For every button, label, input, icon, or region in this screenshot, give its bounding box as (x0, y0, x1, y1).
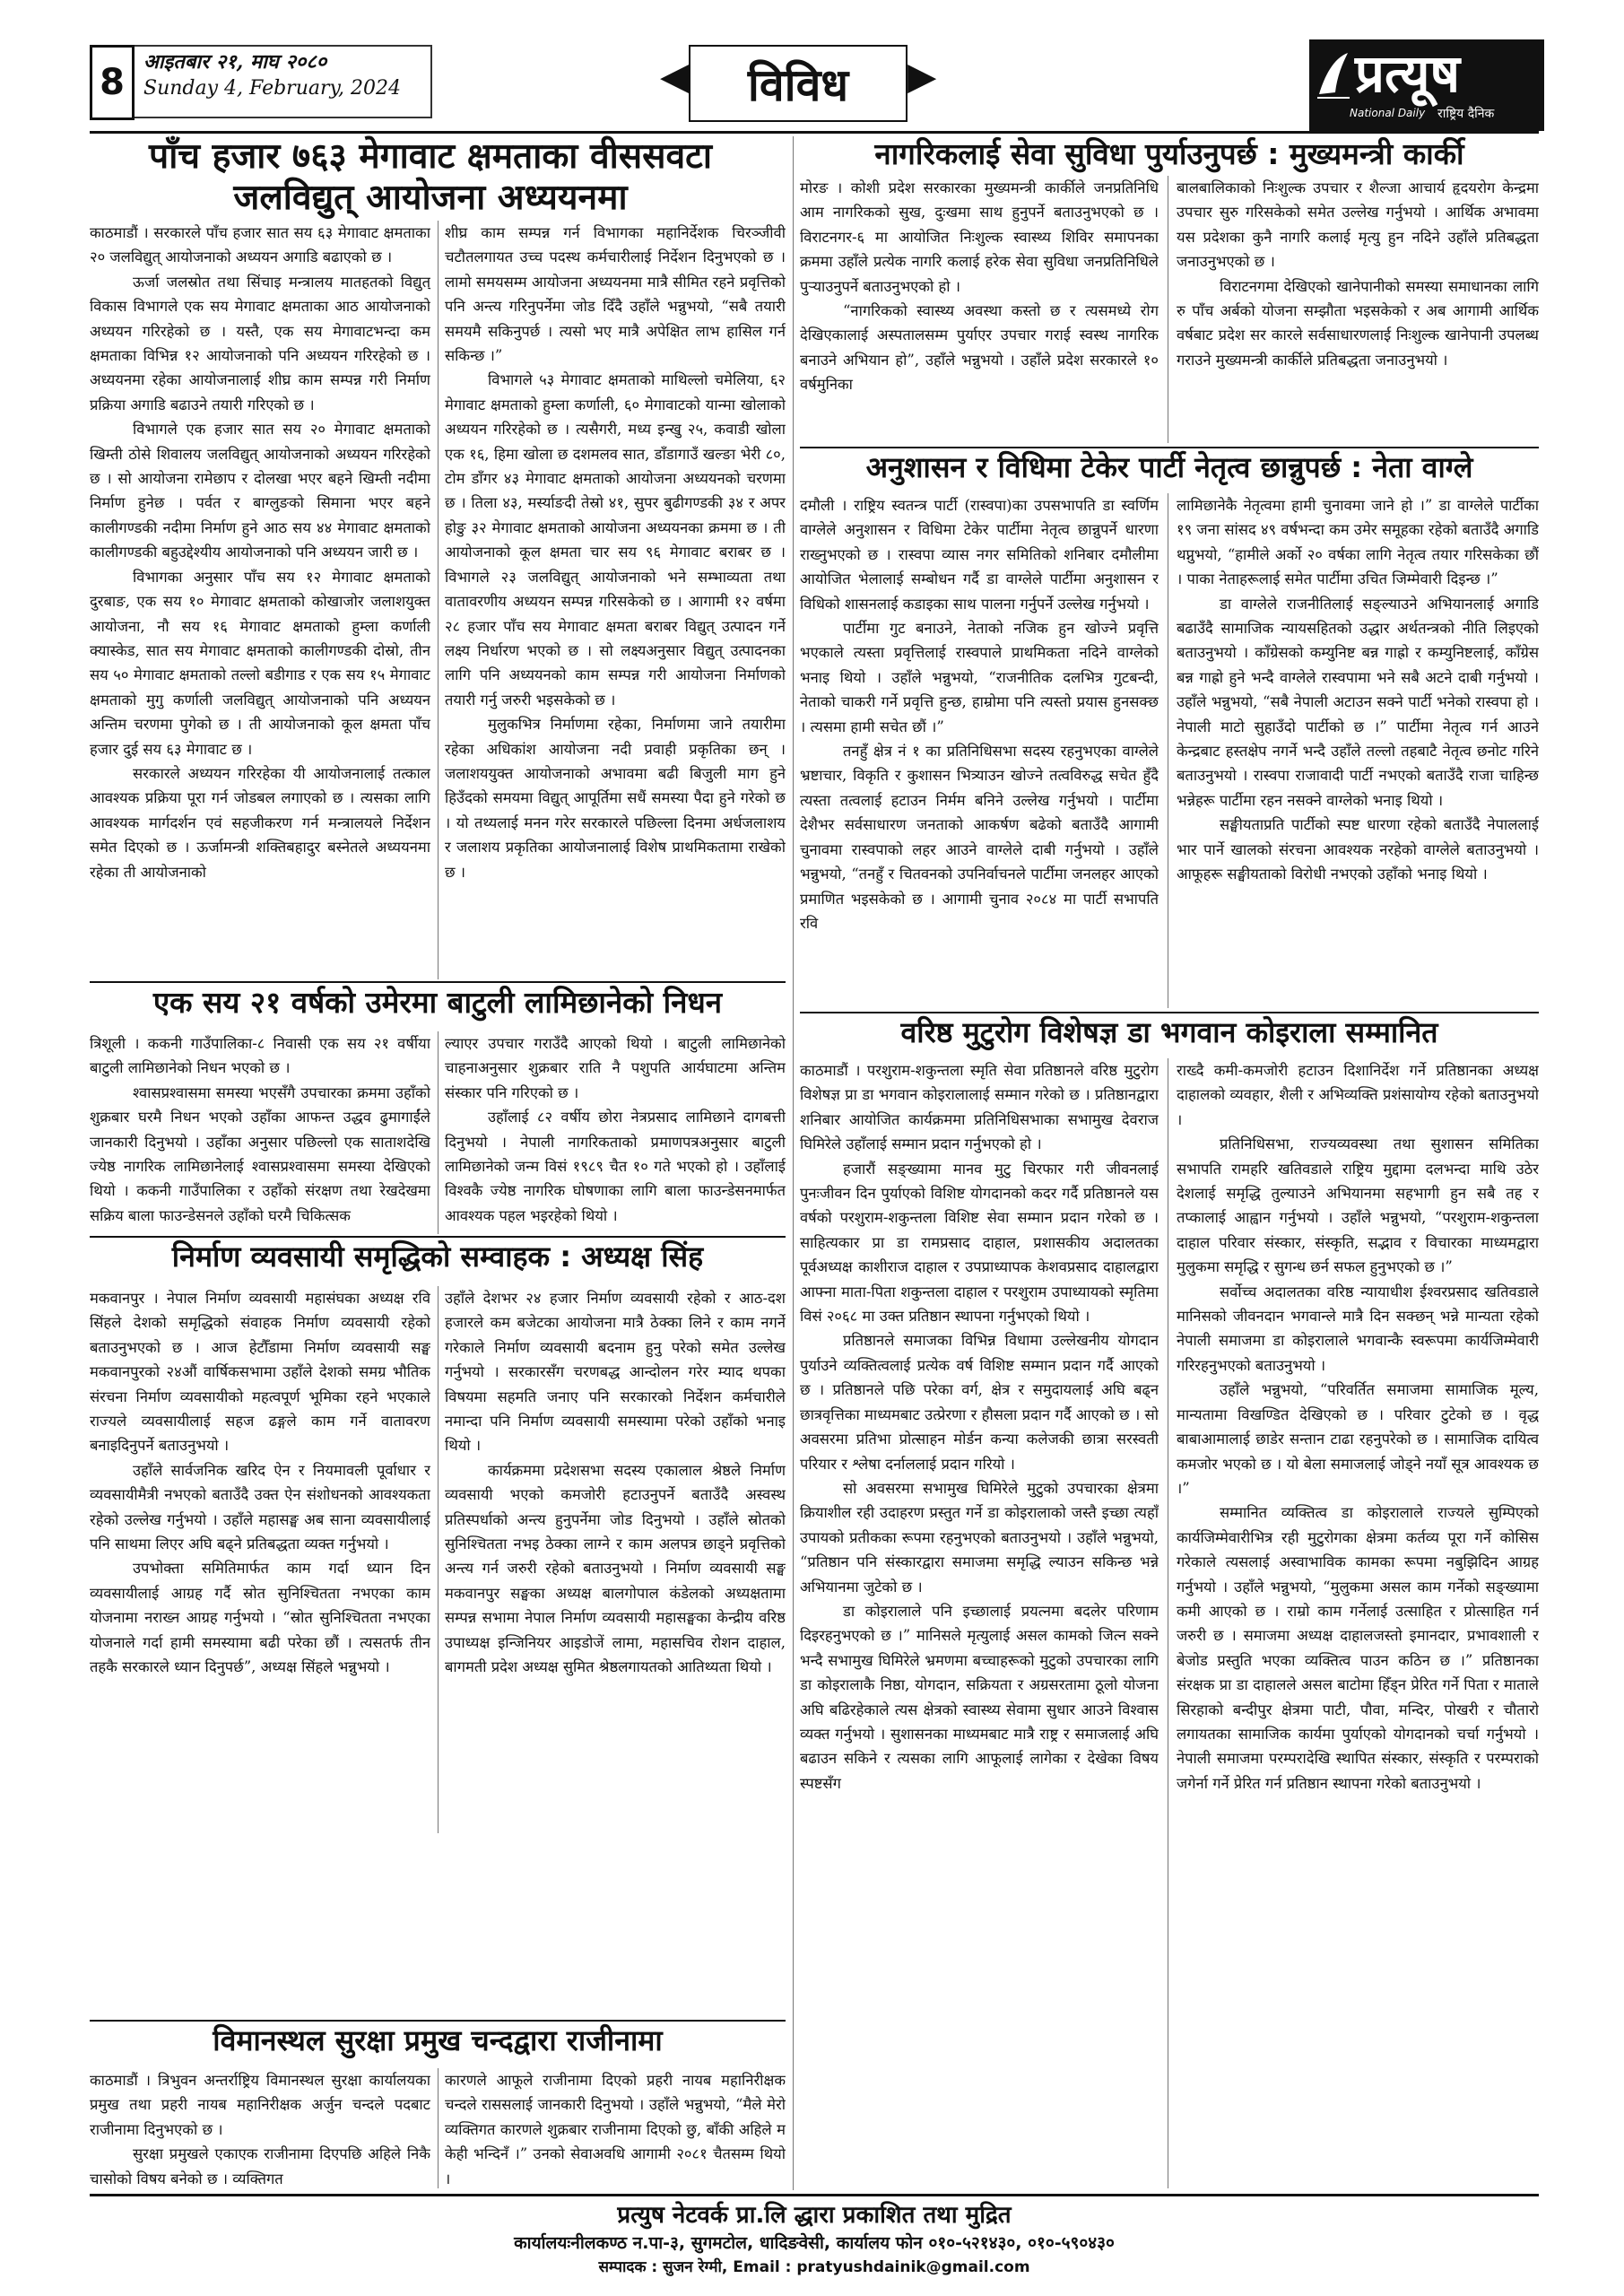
issue-date (143, 48, 430, 102)
paragraph: प्रतिनिधिसभा, राज्यव्यवस्था तथा सुशासन समितिका सभापति रामहरि खतिवडाले राष्ट्रिय मुद्दामा दलभन्दा माथि उठेर देशलाई समृद्धि तुल्याउने अभियानमा सहभागी हुन सबै तह र तप्कालाई आह्वान गर्नुभयो । उहाँले भन्नुभयो, “परशुराम-शकुन्तला दाहाल परिवार संस्कार, संस्कृति, सद्भाव र विचारका माध्यमद्वारा मुलुकमा समृद्धि र सुगन्ध छर्न सफल हुनुभएको छ ।” (1177, 1135, 1539, 1276)
paragraph: “नागरिकको स्वास्थ्य अवस्था कस्तो छ र त्यसमध्ये रोग देखिएकालाई अस्पतालसम्म पुर्याएर उपचार गराई स्वस्थ नागरिक बनाउने अभियान हो”, उहाँले भन्नुभयो । उहाँले प्रदेश सरकारले १० वर्षमुनिका (800, 302, 1159, 394)
bhagwan-col4 (1177, 1058, 1539, 2188)
main-column-rule (793, 136, 794, 2190)
arrow-right-icon: ▶ (908, 54, 937, 98)
paragraph: हजारौं सङ्ख्यामा मानव मुटु चिरफार गरी जीवनलाई पुनःजीवन दिन पुर्याएको विशिष्ट योगदानको कदर गर्दै प्रतिष्ठानले यस वर्षको परशुराम-शकुन्तला विशिष्ट सेवा सम्मान प्रदान गरेको छ । साहित्यकार प्रा डा रामप्रसाद दाहाल, प्रशासकीय अदालतका पूर्वअध्यक्ष काशीराज दाहाल र उपप्राध्यापक केशवप्रसाद दाहालद्वारा आफ्ना माता-पिता शकुन्तला दाहाल र परशुराम उपाध्यायको स्मृतिमा विसं २०६८ मा उक्त प्रतिष्ठान स्थापना गर्नुभएको थियो । (800, 1160, 1159, 1326)
paragraph: ऊर्जा जलस्रोत तथा सिंचाइ मन्त्रालय मातहतको विद्युत् विकास विभागले एक सय मेगावाट क्षमताका आठ आयोजनाको अध्ययन गरिरहेको छ । यस्तै, एक सय मेगावाटभन्दा कम क्षमताका विभिन्न १२ आयोजनाको पनि अध्ययन गरिरहेको छ । अध्ययनमा रहेका आयोजनालाई शीघ्र काम सम्पन्न गरी निर्माण प्रक्रिया अगाडि बढाउने तयारी गरिएको छ । (90, 273, 430, 413)
column-rule (438, 2068, 439, 2188)
arrow-left-icon: ◀ (660, 54, 690, 98)
paragraph: शीघ्र काम सम्पन्न गर्न विभागका महानिर्देशक चिरञ्जीवी चटौतलगायत उच्च पदस्थ कर्मचारीलाई निर्देशन दिनुभएको छ । लामो समयसम्म आयोजना अध्ययनमा मात्रै सीमित रहने प्रवृत्तिको पनि अन्त्य गरिनुपर्नेमा जोड दिँदै उहाँले भन्नुभयो, “सबै तयारी समयमै सकिनुपर्छ । त्यसो भए मात्रै अपेक्षित लाभ हासिल गर्न सकिन्छ ।” (445, 224, 786, 365)
bird-logo-icon (1316, 49, 1351, 100)
lamichhane-col1 (90, 1031, 430, 1234)
paragraph: काठमाडौं । परशुराम-शकुन्तला स्मृति सेवा प्रतिष्ठानले वरिष्ठ मुटुरोग विशेषज्ञ प्रा डा भगवान कोइरालालाई सम्मान गरेको छ । प्रतिष्ठानद्वारा शनिबार आयोजित कार्यक्रममा प्रतिनिधिसभाका सभामुख देवराज घिमिरेले उहाँलाई सम्मान प्रदान गर्नुभएको हो । (800, 1062, 1159, 1153)
paragraph: उहाँलाई ८२ वर्षीय छोरा नेत्रप्रसाद लामिछाने दागबत्ती दिनुभयो । नेपाली नागरिकताको प्रमाणपत्रअनुसार बाटुली लामिछानेको जन्म विसं १९८९ चैत १० गते भएको हो । उहाँलाई विश्वकै ज्येष्ठ नागरिक घोषणाका लागि बाला फाउन्डेसनमार्फत आवश्यक पहल भइरहेको थियो । (445, 1109, 786, 1224)
headline-hydro: पाँच हजार ७६३ मेगावाट क्षमताका वीससवटा जलविद्युत् आयोजना अध्ययनमा (149, 136, 712, 218)
lamichhane-col2 (445, 1031, 786, 1234)
paragraph: डा वाग्लेले राजनीतिलाई सङ्ल्याउने अभियानलाई अगाडि बढाउँदै सामाजिक न्यायसहितको उद्धार अर्थतन्त्रको नीति लिइएको बताउनुभयो । काँग्रेसको कम्युनिष्ट बन्न गाह्रो र कम्युनिष्टलाई, काँग्रेस बन्न गाह्रो हुने भन्दै वाग्लेले रास्वपामा भने सबै अटने दाबी गर्नुभयो । उहाँले भन्नुभयो, “सबै नेपाली अटाउन सक्ने पार्टी भनेको रास्वपा हो । नेपाली माटो सुहाउँदो पार्टीको छ ।” पार्टीमा नेतृत्व गर्न आउने केन्द्रबाट हस्तक्षेप नगर्ने भन्दै उहाँले तल्लो तहबाटै नेतृत्व छनोट गरिने बताउनुभयो । रास्वपा राजावादी पार्टी नभएको बताउँदै राजा चाहिन्छ भन्नेहरू पार्टीमा रहन नसक्ने वाग्लेको भनाइ थियो । (1177, 595, 1539, 809)
wagle-col3 (800, 493, 1159, 1008)
section-title: विविध (689, 45, 908, 122)
paragraph: विभागले ५३ मेगावाट क्षमताको माथिल्लो चमेलिया, ६२ मेगावाट क्षमताको हुम्ला कर्णाली, ६० मेगावाटको यान्मा खोलाको अध्ययन गरिरहेको छ । त्यसैगरी, मध्य इन्खु २५, कवाडी खोला एक १६, हिमा खोला छ दशमलव सात, डाँडागाउँ खल्ङा भेरी ८०, टोम डाँगर ४३ मेगावाट क्षमताको आयोजना अध्ययनको चरणमा छ । तिला ४३, मर्स्याङदी तेस्रो ४१, सुपर बुढीगण्डकी ३४ र अपर होङु ३२ मेगावाट क्षमताको आयोजना अध्ययनका क्रममा छ । ती आयोजनाको कूल क्षमता चार सय ९६ मेगावाट बराबर छ । विभागले २३ जलविद्युत् आयोजनाको भने सम्भाव्यता तथा वातावरणीय अध्ययन सम्पन्न गरिसकेको छ । आगामी १२ वर्षमा २८ हजार पाँच सय मेगावाट क्षमता बराबर विद्युत् उत्पादन गर्ने लक्ष्य निर्धारण भएको छ । सो लक्ष्यअनुसार विद्युत् उत्पादनका लागि पनि अध्ययनको काम सम्पन्न गरी आयोजना निर्माणको तयारी गर्नु जरुरी भइसकेको छ । (445, 371, 786, 709)
headline-cm: नागरिकलाई सेवा सुविधा पुर्याउनुपर्छ : मुख्यमन्त्री कार्की (874, 136, 1464, 171)
paragraph: मकवानपुर । नेपाल निर्माण व्यवसायी महासंघका अध्यक्ष रवि सिंहले देशको समृद्धिको संवाहक निर्माण व्यवसायी रहेको बताउनुभएको छ । आज हेटौँडामा निर्माण व्यवसायी सङ्घ मकवानपुरको २४औं वार्षिकसभामा उहाँले देशको समग्र भौतिक संरचना निर्माण व्यवसायीको महत्वपूर्ण भूमिका रहने भएकाले राज्यले व्यवसायीलाई सहज ढङ्गले काम गर्ने वातावरण बनाइदिनुपर्ने बताउनुभयो । (90, 1290, 430, 1455)
column-rule (438, 1286, 439, 1833)
wagle-col4 (1177, 493, 1539, 1008)
singh-col1 (90, 1286, 430, 1833)
date-english: Sunday 4, February, 2024 (143, 77, 401, 100)
footer-publisher: प्रत्युष नेटवर्क प्रा.लि द्धारा प्रकाशित तथा मुद्रित (617, 2202, 1012, 2229)
newspaper-logo (1309, 39, 1544, 131)
paragraph: तनहुँ क्षेत्र नं १ का प्रतिनिधिसभा सदस्य रहनुभएका वाग्लेले भ्रष्टाचार, विकृति र कुशासन भित्र्याउन खोज्ने तत्वविरुद्ध सचेत हुँदै त्यस्ता तत्वलाई हटाउन निर्मम बनिने उल्लेख गर्नुभयो । पार्टीमा देशैभर सर्वसाधारण जनताको आकर्षण बढेको बताउँदै आगामी चुनावमा रास्वपाको लहर आउने वाग्लेले दाबी गर्नुभयो । उहाँले भन्नुभयो, “तनहुँ र चितवनको उपनिर्वाचनले पार्टीमा जनलहर आएको प्रमाणित भइसकेको छ । आगामी चुनाव २०८४ मा पार्टी सभापति रवि (800, 743, 1159, 932)
section-rule (800, 447, 1539, 448)
section-rule (800, 1012, 1539, 1013)
headline-airport: विमानस्थल सुरक्षा प्रमुख चन्दद्वारा राजीनामा (213, 2023, 663, 2057)
paragraph: कारणले आफूले राजीनामा दिएको प्रहरी नायब महानिरीक्षक चन्दले राससलाई जानकारी दिनुभयो । उहाँले भन्नुभयो, “मैले मेरो व्यक्तिगत कारणले शुक्रबार राजीनामा दिएको छु, बाँकी अहिले म केही भन्दिनँ ।” उनको सेवाअवधि आगामी २०८१ चैतसम्म थियो । (445, 2072, 786, 2187)
paragraph: उहाँले सार्वजनिक खरिद ऐन र नियमावली पूर्वाधार र व्यवसायीमैत्री नभएको बताउँदै उक्त ऐन संशोधनको आवश्यकता रहेको उल्लेख गर्नुभयो । उहाँले महासङ्घ अब साना व्यवसायीलाई पनि साथमा लिएर अघि बढ्ने प्रतिबद्धता व्यक्त गर्नुभयो । (90, 1461, 430, 1553)
column-rule (438, 221, 439, 979)
headline-wagle: अनुशासन र विधिमा टेकेर पार्टी नेतृत्व छान्नुपर्छ : नेता वाग्ले (865, 450, 1473, 484)
footer-editor: सम्पादक : सुजन रेग्मी, Email : pratyushdainik@gmail.com (598, 2258, 1030, 2276)
paragraph: विभागका अनुसार पाँच सय १२ मेगावाट क्षमताको दुरबाङ, एक सय १० मेगावाट क्षमताको कोखाजोर जलाशयुक्त आयोजना, नौ सय १६ मेगावाट क्षमताको हुम्ला कर्णाली क्यास्केड, सात सय मेगावाट क्षमताको कालीगण्डकी दोस्रो, तीन सय ५० मेगावाट क्षमताको तल्लो बडीगाड र एक सय १५ मेगावाट क्षमताको मुगु कर्णाली जलविद्युत् आयोजनाको पनि अध्ययन अन्तिम चरणमा पुगेको छ । ती आयोजनाको कूल क्षमता पाँच हजार दुई सय ६३ मेगावाट छ । (90, 568, 430, 758)
airport-col1 (90, 2068, 430, 2188)
paragraph: ल्याएर उपचार गराउँदै आएको थियो । बाटुली लामिछानेको चाहनाअनुसार शुक्रबार राति नै पशुपति आर्यघाटमा अन्तिम संस्कार पनि गरिएको छ । (445, 1035, 786, 1101)
paragraph: पार्टीमा गुट बनाउने, नेताको नजिक हुन खोज्ने प्रवृत्ति भएकाले त्यस्ता प्रवृत्तिलाई रास्वपाले प्राथमिकता नदिने वाग्लेको भनाइ थियो । उहाँले भन्नुभयो, “राजनीतिक दलभित्र गुटबन्दी, नेताको चाकरी गर्ने प्रवृत्ति हुन्छ, हाम्रोमा पनि त्यस्तो प्रयास हुनसक्छ । त्यसमा हामी सचेत छौं ।” (800, 620, 1159, 735)
paragraph: उहाँले भन्नुभयो, “परिवर्तित समाजमा सामाजिक मूल्य, मान्यतामा विखण्डित देखिएको छ । परिवार टुटेको छ । वृद्ध बाबाआमालाई छाडेर सन्तान टाढा रहनुपरेको छ । सामाजिक दायित्व कमजोर भएको छ । यो बेला समाजलाई जोड्ने नयाँ सूत्र आवश्यक छ ।” (1177, 1381, 1539, 1497)
logo-subtitle-en: National Daily (1350, 107, 1426, 119)
paragraph: बालबालिकाको निःशुल्क उपचार र शैल्जा आचार्य हृदयरोग केन्द्रमा उपचार सुरु गरिसकेको समेत उल्लेख गर्नुभयो । आर्थिक अभावमा यस प्रदेशका कुनै नागरि कलाई मृत्यु हुन नदिने उहाँले प्रतिबद्धता जनाउनुभएको छ । (1177, 179, 1539, 271)
section-rule (90, 981, 786, 983)
paragraph: सम्मानित व्यक्तित्व डा कोइरालाले राज्यले सुम्पिएको कार्यजिम्मेवारीभित्र रही मुटुरोगका क्षेत्रमा कर्तव्य पूरा गर्ने कोसिस गरेकाले त्यसलाई अस्वाभाविक कामका रूपमा नबुझिदिन आग्रह गर्नुभयो । उहाँले भन्नुभयो, “मुलुकमा असल काम गर्नेको सङ्ख्यामा कमी आएको छ । राम्रो काम गर्नेलाई उत्साहित र प्रोत्साहित गर्न जरुरी छ । समाजमा अध्यक्ष दाहालजस्तो इमानदार, प्रभावशाली र बेजोड प्रस्तुति भएका व्यक्तित्व पाउन कठिन छ ।” प्रतिष्ठानका संरक्षक प्रा डा दाहालले असल बाटोमा हिँड्न प्रेरित गर्ने पिता र माताले सिरहाको बन्दीपुर क्षेत्रमा पाटी, पौवा, मन्दिर, पोखरी र चौतारो लगायतका सामाजिक कार्यमा पुर्याएको योगदानको चर्चा गर्नुभयो । नेपाली समाजमा परम्परादेखि स्थापित संस्कार, संस्कृति र परम्पराको जगेर्ना गर्ने प्रेरित गर्न प्रतिष्ठान स्थापना गरेको बताउनुभयो । (1177, 1504, 1539, 1792)
paragraph: त्रिशूली । ककनी गाउँपालिका-८ निवासी एक सय २१ वर्षीया बाटुली लामिछानेको निधन भएको छ । (90, 1035, 430, 1077)
paragraph: कार्यक्रममा प्रदेशसभा सदस्य एकालाल श्रेष्ठले निर्माण व्यवसायी भएको कमजोरी हटाउनुपर्ने बताउँदै अस्वस्थ प्रतिस्पर्धाको अन्त्य हुनुपर्नेमा जोड दिनुभयो । उहाँले स्रोतको सुनिश्चितता नभइ ठेक्का लाग्ने र काम अलपत्र छाड्ने प्रवृत्तिको अन्त्य गर्न जरुरी रहेको बताउनुभयो । निर्माण व्यवसायी सङ्घ मकवानपुर सङ्घका अध्यक्ष बालगोपाल कंडेलको अध्यक्षतामा सम्पन्न सभामा नेपाल निर्माण व्यवसायी महासङ्घका केन्द्रीय वरिष्ठ उपाध्यक्ष इन्जिनियर आइडोजें लामा, महासचिव रोशन दाहाल, बागमती प्रदेश अध्यक्ष सुमित श्रेष्ठलगायतको आतिथ्यता थियो । (445, 1461, 786, 1676)
paragraph: विभागले एक हजार सात सय २० मेगावाट क्षमताको खिम्ती ठोसे शिवालय जलविद्युत् आयोजनाको अध्ययन गरिरहेको छ । सो आयोजना रामेछाप र दोलखा भएर बहने खिम्ती नदीमा निर्माण हुनेछ । पर्वत र बाग्लुङको सिमाना भएर बहने कालीगण्डकी नदीमा निर्माण हुने आठ सय ४४ मेगावाट क्षमताको कालीगण्डकी बहुउद्देश्यीय आयोजनाको पनि अध्ययन जारी छ । (90, 421, 430, 561)
paragraph: प्रतिष्ठानले समाजका विभिन्न विधामा उल्लेखनीय योगदान पुर्याउने व्यक्तित्वलाई प्रत्येक वर्ष विशिष्ट सम्मान प्रदान गर्दै आएको छ । प्रतिष्ठानले पछि परेका वर्ग, क्षेत्र र समुदायलाई अघि बढ्न छात्रवृत्तिका माध्यमबाट उत्प्रेरणा र हौसला प्रदान गर्दै आएको छ । सो अवसरमा प्रतिभा प्रोत्साहन मोर्डन कन्या कलेजकी छात्रा सरस्वती परियार र श्लेषा दर्नाललाई प्रदान गरियो । (800, 1332, 1159, 1473)
paragraph: काठमाडौं । त्रिभुवन अन्तर्राष्ट्रिय विमानस्थल सुरक्षा कार्यालयका प्रमुख तथा प्रहरी नायब महानिरीक्षक अर्जुन चन्दले पदबाट राजीनामा दिनुभएको छ । (90, 2072, 430, 2138)
paragraph: डा कोइरालाले पनि इच्छालाई प्रयत्नमा बदलेर परिणाम दिइरहनुभएको छ ।” मानिसले मृत्युलाई असल कामको जित्न सक्ने भन्दै सभामुख घिमिरेले भ्रमणमा बच्चाहरूको मुटुको उपचारका लागि डा कोइरालाकै निष्ठा, योगदान, सक्रियता र अग्रसरतामा ठूलो योजना अघि बढिरहेकाले त्यस क्षेत्रको स्वास्थ्य सेवामा सुधार आउने विश्वास व्यक्त गर्नुभयो । सुशासनका माध्यमबाट मात्रै राष्ट्र र समाजलाई अघि बढाउन सकिने र त्यसका लागि आफूलाई लागेका र देखेका विषय स्पष्टसँग (800, 1602, 1159, 1792)
paragraph: मोरङ । कोशी प्रदेश सरकारका मुख्यमन्त्री कार्कीले जनप्रतिनिधि आम नागरिकको सुख, दुःखमा साथ हुनुपर्ने बताउनुभएको छ । विराटनगर-६ मा आयोजित निःशुल्क स्वास्थ्य शिविर समापनका क्रममा उहाँले प्रत्येक नागरि कलाई हरेक सेवा सुविधा जनप्रतिनिधिले पुऱ्याउनुपर्ने बताउनुभएको हो । (800, 179, 1159, 295)
page-number: 8 (90, 45, 135, 120)
hydro-col2 (445, 221, 786, 979)
airport-col2 (445, 2068, 786, 2188)
paragraph: उहाँले देशभर २४ हजार निर्माण व्यवसायी रहेको र आठ-दश हजारले कम बजेटका आयोजना मात्रै ठेक्का लिने र काम नगर्ने गरेकाले निर्माण व्यवसायी बदनाम हुनु परेको समेत उल्लेख गर्नुभयो । सरकारसँग चरणबद्ध आन्दोलन गरेर म्याद थपका विषयमा सहमति जनाए पनि सरकारको निर्देशन कर्मचारीले नमान्दा पनि निर्माण व्यवसायी समस्यामा परेको उहाँको भनाइ थियो । (445, 1290, 786, 1455)
headline-lamichhane: एक सय २१ वर्षको उमेरमा बाटुली लामिछानेको निधन (152, 985, 723, 1020)
date-nepali: आइतबार २१, माघ २०८० (143, 50, 327, 74)
paragraph: काठमाडौं । सरकारले पाँच हजार सात सय ६३ मेगावाट क्षमताका २० जलविद्युत् आयोजनाको अध्ययन अगाडि बढाएको छ । (90, 224, 430, 266)
footer (90, 2194, 1539, 2286)
paragraph: सङ्घीयताप्रति पार्टीको स्पष्ट धारणा रहेको बताउँदै नेपाललाई भार पार्ने खालको संरचना आवश्यक नरहेको वाग्लेले बताउनुभयो । आफूहरू सङ्घीयताको विरोधी नभएको उहाँको भनाइ थियो । (1177, 816, 1539, 883)
singh-col2 (445, 1286, 786, 1833)
footer-address: कार्यालयःनीलकण्ठ न.पा-३, सुगमटोल, धादिङवेसी, कार्यालय फोन ०१०-५२१४३०, ०१०-५९०४३० (514, 2233, 1115, 2253)
logo-text: प्रत्यूष (1355, 43, 1460, 104)
hydro-col1 (90, 221, 430, 979)
paragraph: सुरक्षा प्रमुखले एकाएक राजीनामा दिएपछि अहिले निकै चासोको विषय बनेको छ । व्यक्तिगत (90, 2145, 430, 2187)
header-rule (90, 131, 1539, 134)
paragraph: सो अवसरमा सभामुख घिमिरेले मुटुको उपचारका क्षेत्रमा क्रियाशील रही उदाहरण प्रस्तुत गर्ने डा कोइरालाको जस्तै इच्छा त्यहाँ उपायको प्रतीकका रूपमा रहनुभएको बताउनुभयो । उहाँले भन्नुभयो, “प्रतिष्ठान पनि संस्कारद्वारा समाजमा समृद्धि ल्याउन सकिन्छ भन्ने अभियानमा जुटेको छ । (800, 1479, 1159, 1596)
paragraph: सर्वोच्च अदालतका वरिष्ठ न्यायाधीश ईश्वरप्रसाद खतिवडाले मानिसको जीवनदान भगवान्ले मात्रै दिन सक्छन् भन्ने मान्यता रहेको नेपाली समाजमा डा कोइरालाले भगवान्कै स्वरूपमा कार्यजिम्मेवारी गरिरहनुभएको बताउनुभयो । (1177, 1283, 1539, 1374)
cm-col3 (800, 176, 1159, 443)
logo-subtitle-np: राष्ट्रिय दैनिक (1437, 107, 1495, 121)
section-rule (90, 2020, 786, 2022)
headline-bhagwan: वरिष्ठ मुटुरोग विशेषज्ञ डा भगवान कोइराला सम्मानित (900, 1015, 1438, 1049)
paragraph: सरकारले अध्ययन गरिरहेका यी आयोजनालाई तत्काल आवश्यक प्रक्रिया पूरा गर्न जोडबल लगाएको छ । त्यसका लागि आवश्यक मार्गदर्शन एवं सहजीकरण गर्न मन्त्रालयले निर्देशन समेत दिएको छ । ऊर्जामन्त्री शक्तिबहादुर बस्नेतले अध्ययनमा रहेका ती आयोजनाको (90, 764, 430, 881)
paragraph: विराटनगमा देखिएको खानेपानीको समस्या समाधानका लागि रु पाँच अर्बको योजना सम्झौता भइसकेको र अब आगामी आर्थिक वर्षबाट प्रदेश सर कारले सर्वसाधारणलाई निःशुल्क खानेपानी उपलब्ध गराउने मुख्यमन्त्री कार्कीले प्रतिबद्धता जनाउनुभयो । (1177, 277, 1539, 369)
column-rule (438, 1031, 439, 1234)
cm-col4 (1177, 176, 1539, 443)
paragraph: उपभोक्ता समितिमार्फत काम गर्दा ध्यान दिन व्यवसायीलाई आग्रह गर्दै स्रोत सुनिश्चितता नभएका काम योजनामा नराख्न आग्रह गर्नुभयो । “स्रोत सुनिश्चितता नभएका योजनाले गर्दा हामी समस्यामा बढी परेका छौं । त्यसतर्फ तीन तहकै सरकारले ध्यान दिनुपर्छ”, अध्यक्ष सिंहले भन्नुभयो । (90, 1560, 430, 1676)
section-rule (90, 1236, 786, 1238)
bhagwan-col3 (800, 1058, 1159, 2188)
paragraph: श्वासप्रश्वासमा समस्या भएसँगै उपचारका क्रममा उहाँको शुक्रबार घरमै निधन भएको उहाँका आफन्त उद्धव ढुमागाईंले जानकारी दिनुभयो । उहाँका अनुसार पछिल्लो एक साताशदेखि ज्येष्ठ नागरिक लामिछानेलाई श्वासप्रश्वासमा समस्या देखिएको थियो । ककनी गाउँपालिका र उहाँको संरक्षण तथा रेखदेखमा सक्रिय बाला फाउन्डेसनले उहाँको घरमै चिकित्सक (90, 1083, 430, 1224)
paragraph: मुलुकभित्र निर्माणमा रहेका, निर्माणमा जाने तयारीमा रहेका अधिकांश आयोजना नदी प्रवाही प्रकृतिका छन् । जलाशययुक्त आयोजनाको अभावमा बढी बिजुली माग हुने हिउँदको समयमा विद्युत् आपूर्तिमा सधैं समस्या पैदा हुने गरेको छ । यो तथ्यलाई मनन गरेर सरकारले पछिल्ला दिनमा अर्धजलाशय र जलाशय प्रकृतिका आयोजनालाई विशेष प्राथमिकतामा राखेको छ । (445, 716, 786, 881)
paragraph: लामिछानेकै नेतृत्वमा हामी चुनावमा जाने हो ।” डा वाग्लेले पार्टीका १९ जना सांसद ४९ वर्षभन्दा कम उमेर समूहका रहेको बताउँदै अगाडि थप्नुभयो, “हामीले अर्को २० वर्षका लागि नेतृत्व तयार गरिसकेका छौं । पाका नेताहरूलाई समेत पार्टीमा उचित जिम्मेवारी दिइन्छ ।” (1177, 497, 1539, 588)
paragraph: राख्दै कमी-कमजोरी हटाउन दिशानिर्देश गर्ने प्रतिष्ठानका अध्यक्ष दाहालको व्यवहार, शैली र अभिव्यक्ति प्रशंसायोग्य रहेको बताउनुभयो । (1177, 1062, 1539, 1128)
headline-singh: निर्माण व्यवसायी समृद्धिको सम्वाहक : अध्यक्ष सिंह (171, 1239, 704, 1274)
paragraph: दमौली । राष्ट्रिय स्वतन्त्र पार्टी (रास्वपा)का उपसभापति डा स्वर्णिम वाग्लेले अनुशासन र विधिमा टेकेर पार्टीमा नेतृत्व छान्नुपर्ने धारणा राख्नुभएको छ । रास्वपा व्यास नगर समितिको शनिबार दमौलीमा आयोजित भेलालाई सम्बोधन गर्दै डा वाग्लेले पार्टीमा अनुशासन र विधिको शासनलाई कडाइका साथ पालना गर्नुपर्ने उल्लेख गर्नुभयो । (800, 497, 1159, 613)
